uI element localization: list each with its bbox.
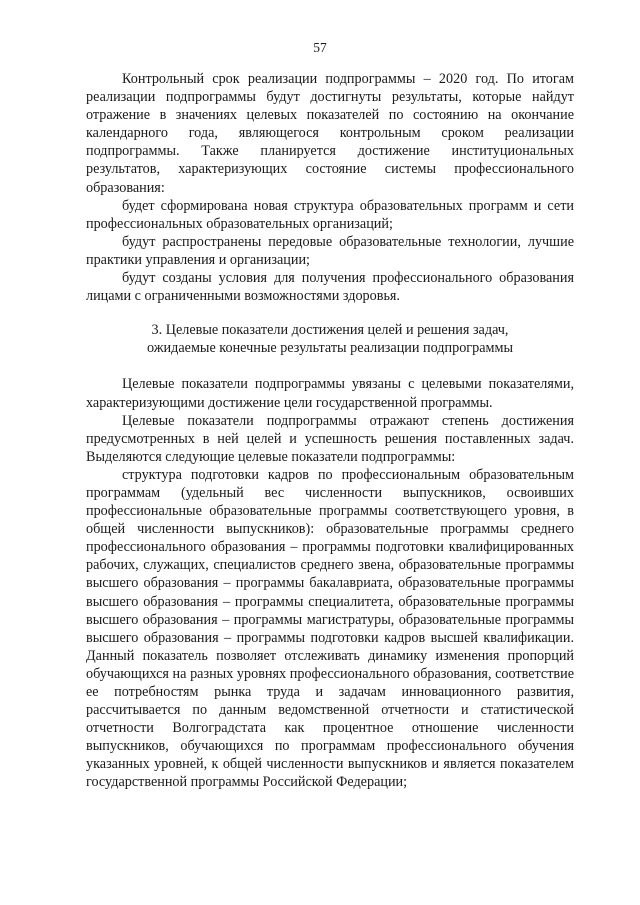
- paragraph-result-structure: будет сформирована новая структура образовательных программ и сети профессиональных образовательных организаций;: [86, 197, 574, 232]
- section-heading-line2: ожидаемые конечные результаты реализации подпрограммы: [147, 340, 513, 357]
- document-body: [86, 70, 574, 792]
- paragraph-indicators-reflect: Целевые показатели подпрограммы отражают степень достижения предусмотренных в ней целей и успешность решения поставленных задач. Выделяются следующие целевые показатели подпрограммы:: [86, 412, 574, 465]
- paragraph-training-structure: структура подготовки кадров по профессиональным образовательным программам (удельный вес численности выпускников, освоивших профессиональные образовательные программы соответствующего уровня, в общей численности выпускников): образовательные программы среднего профессионального образования – программы подготовки квалифицированных рабочих, служащих, специалистов среднего звена, образовательные программы высшего образования – программы бакалавриата, образовательные программы высшего образования – программы специалитета, образовательные программы высшего образования – программы магистратуры, образовательные программы высшего образования – программы подготовки кадров высшей квалификации. Данный показатель позволяет отслеживать динамику изменения пропорций обучающихся на разных уровнях профессионального образования, соответствие ее потребностям рынка труда и задачам инновационного развития, рассчитывается по данным ведомственной отчетности и статистической отчетности Волгоградстата как процентное отношение численности выпускников, обучающихся по программам профессионального обучения указанных уровней, к общей численности выпускников и является показателем государственной программы Российской Федерации;: [86, 466, 574, 791]
- section-heading-line1: 3. Целевые показатели достижения целей и решения задач,: [151, 322, 509, 339]
- paragraph-indicators-linked: Целевые показатели подпрограммы увязаны с целевыми показателями, характеризующими достижение цели государственной программы.: [86, 376, 574, 411]
- paragraph-result-technologies: будут распространены передовые образовательные технологии, лучшие практики управления и организации;: [86, 233, 574, 268]
- section-heading: [86, 321, 574, 357]
- page-number: 57: [313, 40, 327, 55]
- paragraph-deadline: Контрольный срок реализации подпрограммы – 2020 год. По итогам реализации подпрограммы будут достигнуты результаты, которые найдут отражение в значениях целевых показателей по состоянию на окончание календарного года, являющегося контрольным сроком реализации подпрограммы. Также планируется достижение институциональных результатов, характеризующих состояние системы профессионального образования:: [86, 71, 574, 196]
- paragraph-result-conditions: будут созданы условия для получения профессионального образования лицами с ограниченными возможностями здоровья.: [86, 270, 574, 305]
